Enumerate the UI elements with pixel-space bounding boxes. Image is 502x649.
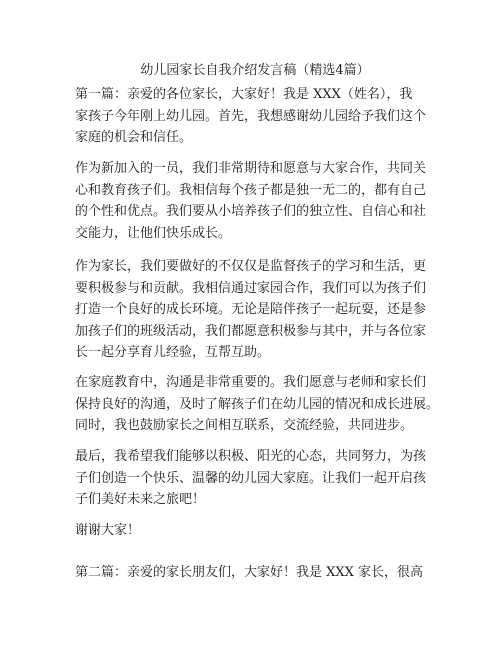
paragraph-line: 的个性和优点。我们要从小培养孩子们的独立性、自信心和社 [75,204,427,219]
paragraph-5 [75,446,435,511]
paragraph-4 [75,372,440,437]
paragraph-2 [75,158,435,244]
paragraph-line: 保持良好的沟通，及时了解孩子们在幼儿园的情况和成长进展。 [75,396,440,412]
paragraph-line: 在家庭教育中，沟通是非常重要的。我们愿意与老师和家长们 [75,375,427,390]
paragraph-line: 第一篇：亲爱的各位家长，大家好！我是 XXX（姓名），我 [75,87,413,102]
paragraph-line: 作为家长，我们要做好的不仅仅是监督孩子的学习和生活，更 [75,259,427,274]
paragraph-line: 作为新加入的一员，我们非常期待和愿意与大家合作，共同关 [75,161,427,176]
paragraph-line: 加孩子们的班级活动，我们都愿意积极参与其中，并与各位家 [75,323,427,339]
paragraph-line: 家孩子今年刚上幼儿园。首先，我想感谢幼儿园给予我们这个 [75,108,427,124]
document-title: 幼儿园家长自我介绍发言稿（精选4篇） [140,63,370,78]
paragraph-line: 要积极参与和贡献。我相信通过家园合作，我们可以为孩子们 [75,280,427,296]
paragraph-line: 第二篇：亲爱的家长朋友们，大家好！我是 XXX 家长，很高 [75,565,424,580]
paragraph-line: 子们创造一个快乐、温馨的幼儿园大家庭。让我们一起开启孩 [75,470,427,486]
paragraph-line: 同时，我也鼓励家长之间相互联系，交流经验，共同进步。 [75,418,414,433]
paragraph-6 [75,520,435,542]
paragraph-line: 长一起分享育儿经验，互帮互助。 [75,345,271,360]
paragraph-line: 谢谢大家！ [75,523,141,538]
paragraph-line: 打造一个良好的成长环境。无论是陪伴孩子一起玩耍，还是参 [75,302,427,317]
paragraph-line: 子们美好未来之旅吧！ [75,492,206,507]
paragraph-line: 交能力，让他们快乐成长。 [75,225,232,241]
paragraph-3 [75,256,435,364]
paragraph-1 [75,84,435,149]
paragraph-line: 最后，我希望我们能够以积极、阳光的心态，共同努力，为孩 [75,449,427,464]
paragraph-line: 家庭的机会和信任。 [75,130,193,145]
paragraph-line: 心和教育孩子们。我相信每个孩子都是独一无二的，都有自己 [75,182,427,198]
paragraph-7 [75,562,435,584]
